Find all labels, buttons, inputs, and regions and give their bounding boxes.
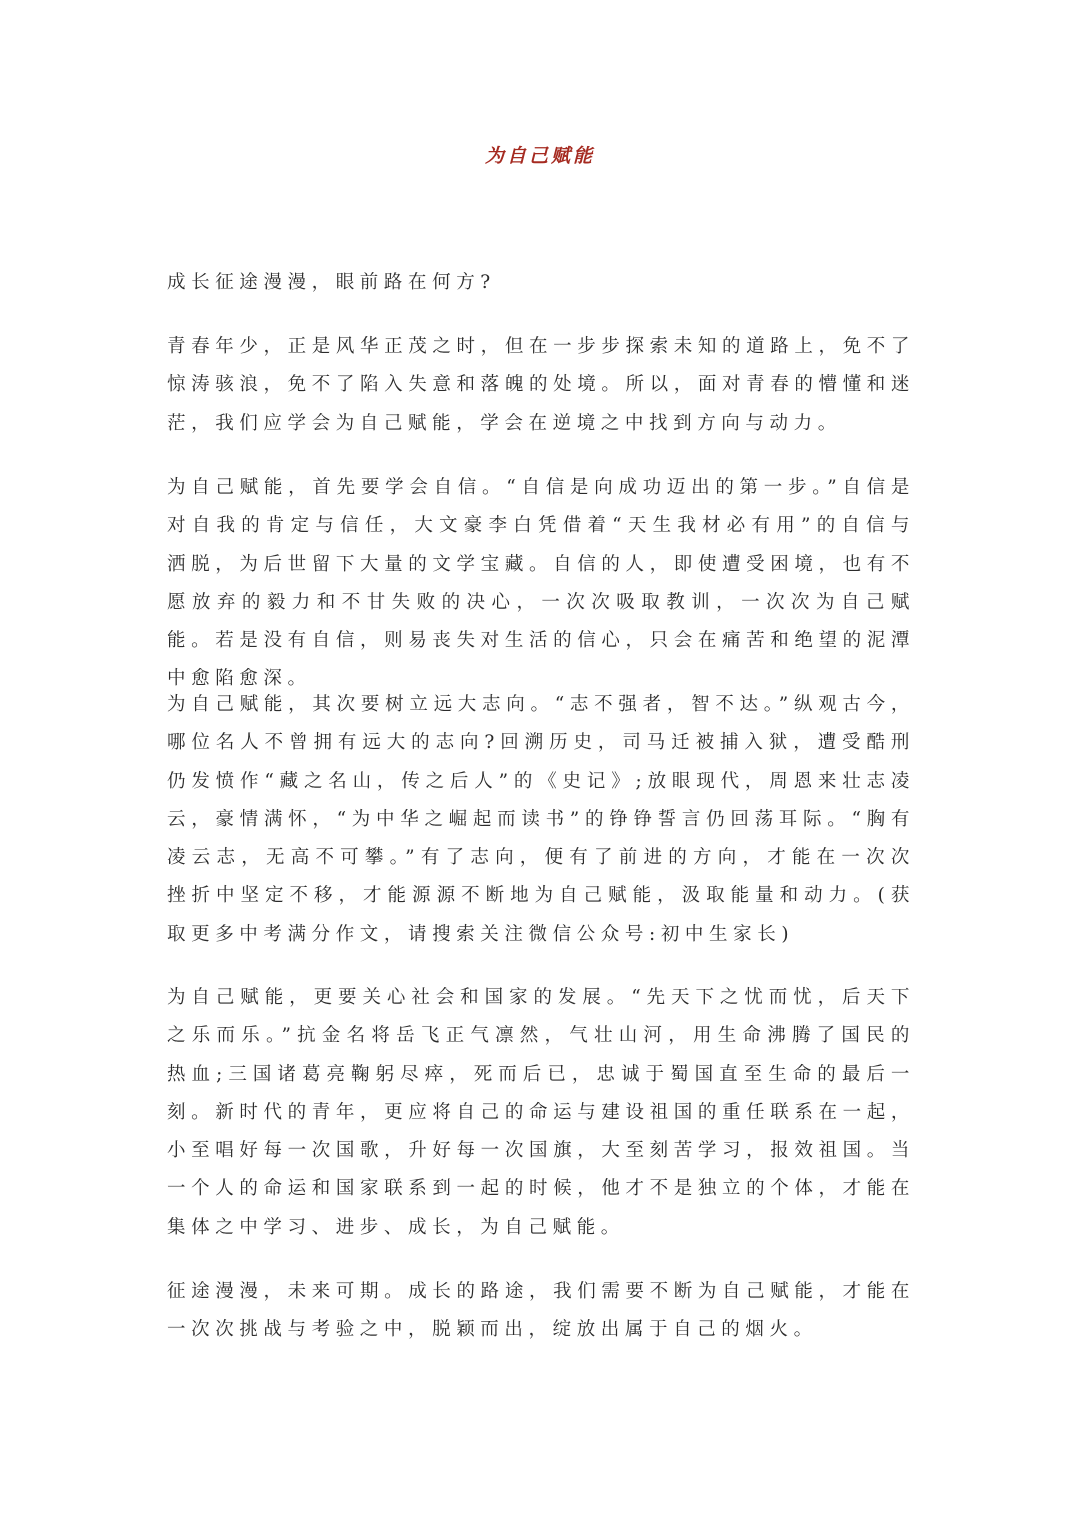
paragraph-intro: 成长征途漫漫，眼前路在何方? [167, 272, 496, 293]
paragraph-conclusion: 征途漫漫，未来可期。成长的路途，我们需要不断为自己赋能，才能在一次次挑战与考验之中，脱颖而出，绽放出属于自己的烟火。 [167, 1281, 915, 1341]
paragraph-society: 为自己赋能，更要关心社会和国家的发展。“先天下之忧而忧，后天下之乐而乐。”抗金名将岳飞正气凛然，气壮山河，用生命沸腾了国民的热血;三国诸葛亮鞠躬尽瘁，死而后已，忠诚于蜀国直至生命的最后一刻。新时代的青年，更应将自己的命运与建设祖国的重任联系在一起，小至唱好每一次国歌，升好每一次国旗，大至刻苦学习，报效祖国。当一个人的命运和国家联系到一起的时候，他才不是独立的个体，才能在集体之中学习、进步、成长，为自己赋能。 [167, 987, 915, 1238]
paragraph-confidence: 为自己赋能，首先要学会自信。“自信是向成功迈出的第一步。”自信是对自我的肯定与信任，大文豪李白凭借着“天生我材必有用”的自信与洒脱，为后世留下大量的文学宝藏。自信的人，即使遭受困境，也有不愿放弃的毅力和不甘失败的决心，一次次吸取教训，一次次为自己赋能。若是没有自信，则易丧失对生活的信心，只会在痛苦和绝望的泥潭中愈陷愈深。 [167, 477, 915, 690]
paragraph-ambition: 为自己赋能，其次要树立远大志向。“志不强者，智不达。”纵观古今，哪位名人不曾拥有远大的志向?回溯历史，司马迁被捕入狱，遭受酷刑仍发愤作“藏之名山，传之后人”的《史记》;放眼现代，周恩来壮志凌云，豪情满怀，“为中华之崛起而读书”的铮铮誓言仍回荡耳际。“胸有凌云志，无高不可攀。”有了志向，便有了前进的方向，才能在一次次挫折中坚定不移，才能源源不断地为自己赋能，汲取能量和动力。(获取更多中考满分作文，请搜索关注微信公众号:初中生家长) [167, 694, 915, 945]
article-title: 为自己赋能 [484, 145, 595, 167]
paragraph-youth: 青春年少，正是风华正茂之时，但在一步步探索未知的道路上，免不了惊涛骇浪，免不了陷入失意和落魄的处境。所以，面对青春的懵懂和迷茫，我们应学会为自己赋能，学会在逆境之中找到方向与动力。 [167, 336, 915, 434]
